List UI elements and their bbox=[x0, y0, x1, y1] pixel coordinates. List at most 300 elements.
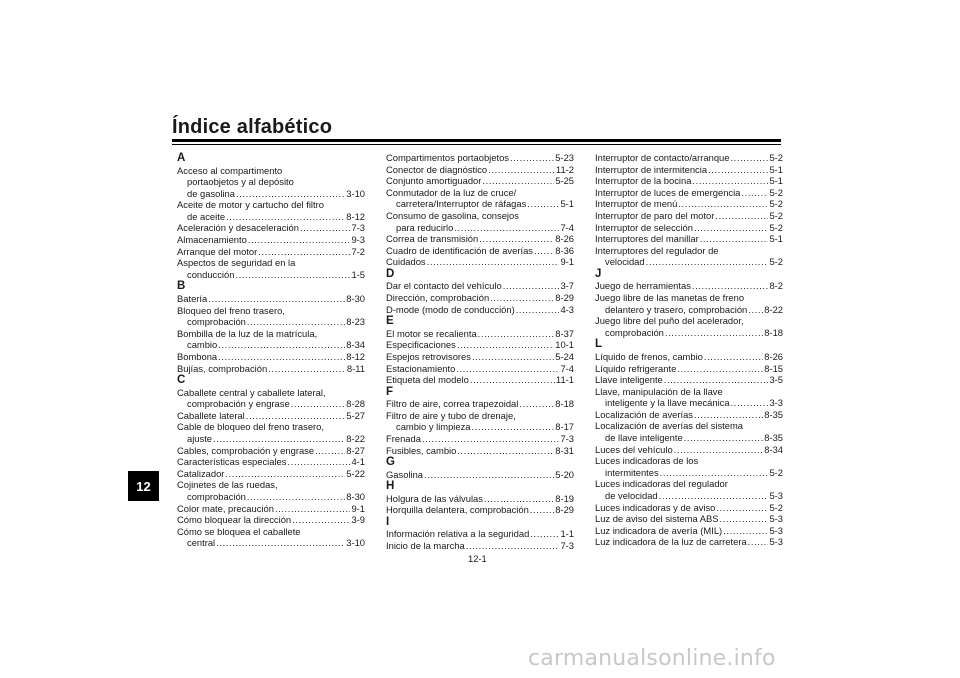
index-entry bbox=[386, 304, 574, 316]
entry-text: comprobación bbox=[187, 490, 246, 502]
entry-line bbox=[595, 386, 783, 398]
chapter-tab-label: 12 bbox=[136, 478, 151, 494]
entry-page: 4-3 bbox=[560, 303, 574, 315]
entry-text: cambio y limpieza bbox=[396, 421, 471, 433]
index-entry bbox=[386, 175, 574, 187]
index-entry bbox=[177, 503, 365, 515]
section-letter: C bbox=[177, 374, 186, 387]
entry-text: Llave inteligente bbox=[595, 374, 663, 386]
section-letter: E bbox=[386, 315, 394, 328]
index-entry bbox=[177, 328, 365, 351]
dot-leader bbox=[213, 433, 345, 445]
index-entry bbox=[595, 210, 783, 222]
entry-page: 5-27 bbox=[346, 409, 365, 421]
entry-text: Catalizador bbox=[177, 467, 225, 479]
index-entry bbox=[386, 445, 574, 457]
entry-page: 3-3 bbox=[769, 397, 783, 409]
entry-text: Caballete central y caballete lateral, bbox=[177, 386, 326, 398]
entry-text: Luz indicadora de la luz de carretera bbox=[595, 536, 747, 548]
entry-line bbox=[177, 211, 365, 223]
entry-line bbox=[386, 374, 574, 386]
dot-leader bbox=[235, 269, 350, 281]
entry-text: cambio bbox=[187, 339, 218, 351]
dot-leader bbox=[527, 198, 559, 210]
dot-leader bbox=[457, 339, 554, 351]
entry-text: Frenada bbox=[386, 432, 421, 444]
entry-text: para reducirlo bbox=[396, 221, 454, 233]
index-entry bbox=[386, 233, 574, 245]
index-entry bbox=[386, 152, 574, 164]
entry-text: D-mode (modo de conducción) bbox=[386, 303, 515, 315]
entry-text: comprobación bbox=[605, 326, 664, 338]
dot-leader bbox=[519, 398, 554, 410]
dot-leader bbox=[422, 433, 560, 445]
dot-leader bbox=[503, 280, 560, 292]
entry-line bbox=[595, 152, 783, 164]
entry-text: Cuidados bbox=[386, 256, 426, 268]
entry-page: 11-1 bbox=[555, 374, 574, 386]
entry-text: Cómo se bloquea el caballete bbox=[177, 525, 301, 537]
entry-text: Luz de aviso del sistema ABS bbox=[595, 513, 719, 525]
dot-leader bbox=[664, 374, 769, 386]
section-letter: L bbox=[595, 338, 603, 351]
entry-text: Almacenamiento bbox=[177, 234, 247, 246]
index-entry bbox=[177, 199, 365, 222]
dot-leader bbox=[225, 468, 345, 480]
entry-page: 8-2 bbox=[769, 280, 783, 292]
page-title: Índice alfabético bbox=[172, 116, 333, 138]
entry-line bbox=[595, 280, 783, 292]
index-entry bbox=[595, 175, 783, 187]
index-entry bbox=[386, 210, 574, 233]
dot-leader bbox=[678, 198, 768, 210]
entry-line bbox=[595, 164, 783, 176]
entry-line bbox=[595, 455, 783, 467]
dot-leader bbox=[704, 351, 763, 363]
dot-leader bbox=[226, 211, 345, 223]
entry-page: 1-1 bbox=[560, 528, 574, 540]
entry-line bbox=[386, 469, 574, 481]
index-entry bbox=[177, 468, 365, 480]
index-entry bbox=[386, 339, 574, 351]
entry-text: Interruptor de luces de emergencia bbox=[595, 186, 741, 198]
entry-line bbox=[386, 222, 574, 234]
section-letter: D bbox=[386, 267, 395, 280]
entry-line bbox=[177, 339, 365, 351]
dot-leader bbox=[530, 528, 559, 540]
page-number: 12-1 bbox=[468, 553, 487, 564]
entry-line bbox=[177, 328, 365, 340]
entry-text: de gasolina bbox=[187, 187, 235, 199]
entry-page: 1-5 bbox=[351, 268, 365, 280]
dot-leader bbox=[457, 445, 554, 457]
entry-line bbox=[595, 198, 783, 210]
entry-text: Cable de bloqueo del freno trasero, bbox=[177, 421, 324, 433]
entry-text: Cables, comprobación y engrase bbox=[177, 444, 315, 456]
entry-line bbox=[177, 305, 365, 317]
dot-leader bbox=[659, 490, 769, 502]
entry-page: 9-1 bbox=[351, 502, 365, 514]
entry-page: 5-1 bbox=[769, 175, 783, 187]
entry-line bbox=[595, 467, 783, 479]
index-entry bbox=[386, 187, 574, 210]
entry-line bbox=[386, 421, 574, 433]
entry-page: 8-11 bbox=[346, 362, 365, 374]
index-entry bbox=[595, 152, 783, 164]
entry-line bbox=[177, 398, 365, 410]
entry-text: carretera/Interruptor de ráfagas bbox=[396, 198, 527, 210]
entry-text: Correa de transmisión bbox=[386, 233, 479, 245]
index-entry bbox=[595, 351, 783, 363]
entry-page: 8-18 bbox=[555, 398, 574, 410]
index-entry bbox=[386, 292, 574, 304]
dot-leader bbox=[300, 222, 350, 234]
index-entry bbox=[595, 444, 783, 456]
entry-line bbox=[177, 165, 365, 177]
entry-line bbox=[595, 536, 783, 548]
index-entry bbox=[177, 351, 365, 363]
entry-line bbox=[177, 222, 365, 234]
entry-text: ajuste bbox=[187, 432, 213, 444]
entry-page: 5-23 bbox=[555, 152, 574, 163]
dot-leader bbox=[715, 210, 768, 222]
dot-leader bbox=[258, 246, 350, 258]
entry-line bbox=[386, 528, 574, 540]
entry-text: Características especiales bbox=[177, 456, 287, 468]
entry-page: 3-9 bbox=[351, 514, 365, 526]
entry-text: Luz indicadora de avería (MIL) bbox=[595, 524, 723, 536]
entry-page: 8-31 bbox=[555, 444, 574, 456]
dot-leader bbox=[472, 421, 555, 433]
entry-page: 7-3 bbox=[560, 540, 574, 552]
dot-leader bbox=[287, 456, 350, 468]
dot-leader bbox=[424, 469, 554, 481]
entry-page: 5-3 bbox=[769, 524, 783, 536]
entry-line bbox=[177, 514, 365, 526]
entry-text: Filtro de aire, correa trapezoidal bbox=[386, 398, 519, 410]
entry-text: Dirección, comprobación bbox=[386, 292, 490, 304]
entry-text: Holgura de las válvulas bbox=[386, 492, 483, 504]
entry-text: Luces indicadoras y de aviso bbox=[595, 501, 716, 513]
entry-line bbox=[177, 421, 365, 433]
title-rule-thick bbox=[172, 139, 781, 142]
entry-page: 5-2 bbox=[769, 466, 783, 478]
entry-line bbox=[386, 304, 574, 316]
index-entry bbox=[595, 187, 783, 199]
index-entry bbox=[595, 280, 783, 292]
index-entry bbox=[595, 513, 783, 525]
entry-page: 8-22 bbox=[346, 432, 365, 444]
entry-line bbox=[177, 387, 365, 399]
entry-text: Arranque del motor bbox=[177, 245, 258, 257]
entry-page: 8-36 bbox=[555, 244, 574, 256]
dot-leader bbox=[216, 537, 345, 549]
index-entry bbox=[595, 315, 783, 338]
dot-leader bbox=[484, 493, 554, 505]
entry-page: 8-30 bbox=[346, 292, 365, 304]
entry-page: 5-24 bbox=[555, 350, 574, 362]
index-entry bbox=[595, 502, 783, 514]
entry-page: 10-1 bbox=[555, 339, 574, 351]
entry-text: Aspectos de seguridad en la bbox=[177, 257, 296, 269]
entry-line bbox=[595, 409, 783, 421]
entry-line bbox=[595, 233, 783, 245]
entry-line bbox=[386, 328, 574, 340]
entry-text: conducción bbox=[187, 268, 235, 280]
index-entry bbox=[595, 386, 783, 409]
entry-text: Especificaciones bbox=[386, 339, 456, 351]
index-entry bbox=[177, 363, 365, 375]
dot-leader bbox=[470, 374, 555, 386]
entry-line bbox=[177, 410, 365, 422]
entry-page: 8-12 bbox=[346, 350, 365, 362]
entry-line bbox=[177, 293, 365, 305]
entry-line bbox=[386, 152, 574, 164]
entry-text: Líquido de frenos, cambio bbox=[595, 350, 703, 362]
entry-line bbox=[595, 351, 783, 363]
section-letter: H bbox=[386, 480, 395, 493]
entry-text: Caballete lateral bbox=[177, 409, 245, 421]
dot-leader bbox=[741, 187, 768, 199]
entry-text: Conjunto amortiguador bbox=[386, 175, 482, 187]
entry-text: Inicio de la marcha bbox=[386, 540, 465, 552]
entry-line bbox=[595, 210, 783, 222]
entry-page: 5-2 bbox=[769, 501, 783, 513]
entry-line bbox=[177, 316, 365, 328]
entry-line bbox=[386, 445, 574, 457]
entry-line bbox=[177, 351, 365, 363]
entry-text: de velocidad bbox=[605, 490, 658, 502]
entry-text: Luces indicadoras del regulador bbox=[595, 478, 728, 490]
entry-text: de aceite bbox=[187, 210, 226, 222]
entry-line bbox=[177, 176, 365, 188]
index-entry bbox=[177, 421, 365, 444]
entry-text: Interruptor de menú bbox=[595, 198, 678, 210]
entry-line bbox=[386, 433, 574, 445]
entry-text: Bombilla de la luz de la matrícula, bbox=[177, 327, 318, 339]
index-entry bbox=[595, 420, 783, 443]
entry-line bbox=[386, 280, 574, 292]
entry-text: Gasolina bbox=[386, 468, 424, 480]
index-entry bbox=[177, 305, 365, 328]
entry-page: 4-1 bbox=[351, 456, 365, 468]
index-entry bbox=[386, 540, 574, 552]
entry-line bbox=[177, 269, 365, 281]
entry-page: 3-10 bbox=[346, 537, 365, 549]
dot-leader bbox=[692, 280, 769, 292]
entry-page: 7-4 bbox=[560, 221, 574, 233]
entry-text: Consumo de gasolina, consejos bbox=[386, 209, 519, 221]
entry-line bbox=[386, 339, 574, 351]
dot-leader bbox=[677, 363, 763, 375]
dot-leader bbox=[218, 351, 345, 363]
entry-text: Etiqueta del modelo bbox=[386, 374, 469, 386]
entry-page: 5-2 bbox=[769, 152, 783, 163]
entry-page: 5-2 bbox=[769, 186, 783, 198]
index-entry bbox=[177, 293, 365, 305]
dot-leader bbox=[488, 164, 555, 176]
entry-page: 5-2 bbox=[769, 198, 783, 210]
index-entry bbox=[595, 198, 783, 210]
dot-leader bbox=[246, 410, 345, 422]
entry-page: 11-2 bbox=[555, 163, 574, 175]
index-entry bbox=[386, 245, 574, 257]
index-entry bbox=[595, 363, 783, 375]
dot-leader bbox=[720, 513, 769, 525]
dot-leader bbox=[490, 292, 554, 304]
entry-line bbox=[386, 292, 574, 304]
entry-line bbox=[177, 257, 365, 269]
index-column-2 bbox=[386, 152, 574, 552]
entry-page: 5-3 bbox=[769, 536, 783, 548]
dot-leader bbox=[731, 397, 769, 409]
index-entry bbox=[595, 233, 783, 245]
entry-text: Luces del vehículo bbox=[595, 443, 673, 455]
entry-line bbox=[595, 245, 783, 257]
index-entry bbox=[177, 526, 365, 549]
index-entry bbox=[386, 398, 574, 410]
entry-text: delantero y trasero, comprobación bbox=[605, 303, 748, 315]
entry-page: 7-3 bbox=[351, 222, 365, 234]
dot-leader bbox=[247, 316, 345, 328]
dot-leader bbox=[275, 503, 351, 515]
entry-page: 5-3 bbox=[769, 490, 783, 502]
entry-page: 8-30 bbox=[346, 490, 365, 502]
section-letter: F bbox=[386, 385, 394, 398]
entry-text: portaobjetos y al depósito bbox=[187, 176, 294, 188]
entry-text: Juego libre del puño del acelerador, bbox=[595, 315, 744, 327]
dot-leader bbox=[456, 363, 559, 375]
dot-leader bbox=[479, 233, 554, 245]
entry-page: 5-1 bbox=[769, 233, 783, 245]
entry-text: Bloqueo del freno trasero, bbox=[177, 304, 285, 316]
index-entry bbox=[595, 409, 783, 421]
entry-page: 3-10 bbox=[346, 187, 365, 199]
dot-leader bbox=[292, 514, 350, 526]
index-entry bbox=[386, 164, 574, 176]
footer-watermark: carmanualsonline.info bbox=[528, 646, 776, 671]
entry-page: 5-2 bbox=[769, 209, 783, 221]
entry-line bbox=[177, 199, 365, 211]
dot-leader bbox=[472, 351, 554, 363]
index-entry bbox=[177, 246, 365, 258]
dot-leader bbox=[516, 304, 560, 316]
entry-page: 8-29 bbox=[555, 504, 574, 516]
entry-page: 5-3 bbox=[769, 513, 783, 525]
index-entry bbox=[386, 374, 574, 386]
entry-text: Interruptor de intermitencia bbox=[595, 163, 708, 175]
index-entry bbox=[177, 165, 365, 200]
entry-line bbox=[177, 491, 365, 503]
entry-line bbox=[177, 445, 365, 457]
entry-text: El motor se recalienta bbox=[386, 327, 477, 339]
entry-page: 3-7 bbox=[560, 280, 574, 292]
index-entry bbox=[386, 328, 574, 340]
entry-text: Conector de diagnóstico bbox=[386, 163, 488, 175]
section-letter: I bbox=[386, 515, 390, 528]
index-entry bbox=[595, 374, 783, 386]
entry-text: Estacionamiento bbox=[386, 362, 456, 374]
index-entry bbox=[177, 222, 365, 234]
section-letter: B bbox=[177, 280, 186, 293]
entry-line bbox=[595, 525, 783, 537]
entry-page: 7-2 bbox=[351, 245, 365, 257]
entry-line bbox=[386, 233, 574, 245]
entry-line bbox=[595, 432, 783, 444]
entry-page: 8-17 bbox=[555, 421, 574, 433]
entry-line bbox=[177, 456, 365, 468]
title-rule-thin bbox=[172, 144, 781, 145]
dot-leader bbox=[510, 152, 554, 164]
dot-leader bbox=[478, 328, 555, 340]
index-entry bbox=[595, 222, 783, 234]
entry-page: 8-34 bbox=[346, 339, 365, 351]
entry-line bbox=[595, 420, 783, 432]
entry-text: Juego de herramientas bbox=[595, 280, 691, 292]
entry-line bbox=[386, 351, 574, 363]
entry-line bbox=[386, 363, 574, 375]
entry-text: Bujías, comprobación bbox=[177, 362, 268, 374]
index-entry bbox=[177, 514, 365, 526]
entry-line bbox=[177, 526, 365, 538]
index-entry bbox=[386, 351, 574, 363]
entry-line bbox=[595, 444, 783, 456]
entry-page: 7-3 bbox=[560, 432, 574, 444]
entry-text: Acceso al compartimento bbox=[177, 164, 283, 176]
index-entry bbox=[386, 410, 574, 433]
entry-text: Líquido refrigerante bbox=[595, 362, 677, 374]
entry-line bbox=[386, 175, 574, 187]
dot-leader bbox=[716, 502, 768, 514]
entry-text: Conmutador de la luz de cruce/ bbox=[386, 186, 517, 198]
entry-line bbox=[595, 513, 783, 525]
entry-line bbox=[177, 479, 365, 491]
entry-page: 3-5 bbox=[769, 374, 783, 386]
entry-line bbox=[177, 537, 365, 549]
index-entry bbox=[177, 456, 365, 468]
entry-text: Interruptor de paro del motor bbox=[595, 209, 715, 221]
entry-line bbox=[595, 315, 783, 327]
entry-text: Color mate, precaución bbox=[177, 502, 274, 514]
entry-text: Localización de averías del sistema bbox=[595, 420, 743, 432]
entry-page: 8-27 bbox=[346, 444, 365, 456]
entry-line bbox=[595, 478, 783, 490]
section-letter: J bbox=[595, 267, 602, 280]
entry-page: 8-26 bbox=[764, 350, 783, 362]
index-entry bbox=[386, 469, 574, 481]
entry-text: Interruptores del regulador de bbox=[595, 244, 719, 256]
entry-text: Llave, manipulación de la llave bbox=[595, 385, 723, 397]
index-entry bbox=[177, 445, 365, 457]
entry-page: 8-35 bbox=[764, 432, 783, 444]
dot-leader bbox=[694, 222, 768, 234]
entry-page: 8-26 bbox=[555, 233, 574, 245]
entry-page: 8-22 bbox=[764, 303, 783, 315]
index-entry bbox=[386, 256, 574, 268]
index-column-3 bbox=[595, 152, 783, 548]
entry-text: Cómo bloquear la dirección bbox=[177, 514, 292, 526]
dot-leader bbox=[694, 409, 763, 421]
dot-leader bbox=[236, 188, 345, 200]
dot-leader bbox=[427, 256, 560, 268]
entry-page: 9-3 bbox=[351, 234, 365, 246]
entry-line bbox=[595, 222, 783, 234]
section-letter: A bbox=[177, 152, 186, 164]
entry-page: 5-2 bbox=[769, 221, 783, 233]
chapter-tab bbox=[128, 471, 159, 501]
index-entry bbox=[177, 387, 365, 410]
dot-leader bbox=[665, 327, 763, 339]
